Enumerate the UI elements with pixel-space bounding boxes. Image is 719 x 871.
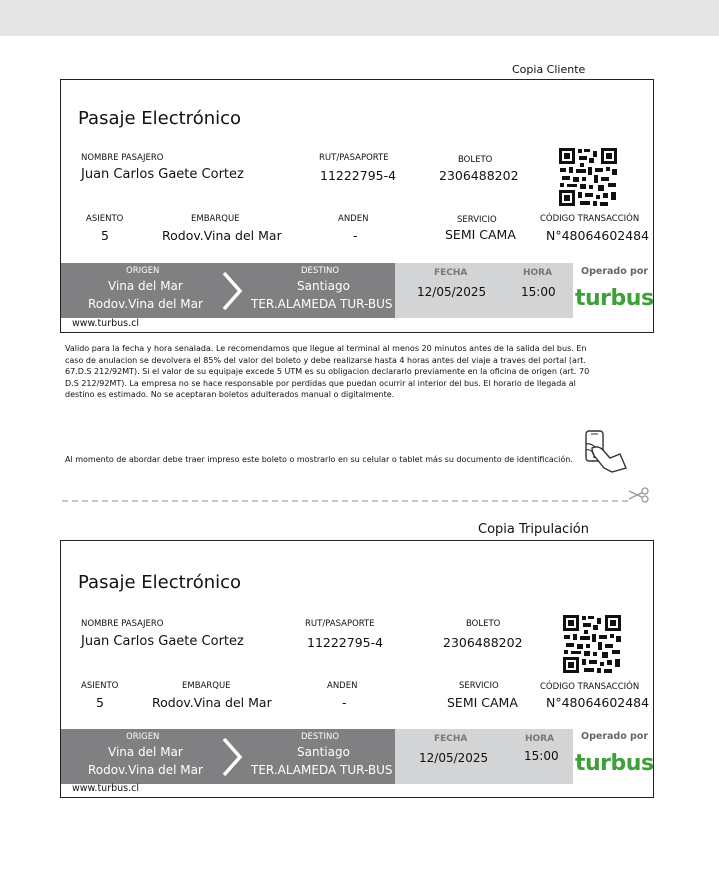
service-label: SERVICIO xyxy=(457,215,497,225)
crew-copy-label: Copia Tripulación xyxy=(478,522,590,537)
time-value: 15:00 xyxy=(521,285,556,299)
operated-by-label: Operado por xyxy=(581,266,649,277)
boarding-label: EMBARQUE xyxy=(182,681,231,691)
turbus-logo: turbus xyxy=(575,286,654,311)
rut-label: RUT/PASAPORTE xyxy=(319,153,389,163)
boarding-notice: Al momento de abordar debe traer impreso este boleto o mostrarlo en su celular o tablet más su documento de identificación. xyxy=(65,455,573,464)
route-band xyxy=(61,263,395,318)
destination-terminal: TER.ALAMEDA TUR-BUS xyxy=(251,297,393,311)
time-label: HORA xyxy=(523,268,553,278)
origin-label: ORIGEN xyxy=(126,266,160,276)
platform-value: - xyxy=(342,695,347,710)
destination-city: Santiago xyxy=(297,745,350,759)
seat-label: ASIENTO xyxy=(81,681,119,691)
passenger-name: Juan Carlos Gaete Cortez xyxy=(81,634,244,649)
boarding-label: EMBARQUE xyxy=(191,214,240,224)
chevron-right-icon xyxy=(221,271,243,311)
origin-label: ORIGEN xyxy=(126,732,160,742)
passenger-name: Juan Carlos Gaete Cortez xyxy=(81,167,244,182)
date-label: FECHA xyxy=(434,734,468,744)
website-link[interactable]: www.turbus.cl xyxy=(72,783,139,794)
destination-label: DESTINO xyxy=(301,266,340,276)
ticket-title: Pasaje Electrónico xyxy=(78,108,242,129)
hand-phone-icon xyxy=(582,428,628,474)
website-link[interactable]: www.turbus.cl xyxy=(72,318,139,329)
service-label: SERVICIO xyxy=(459,681,499,691)
operated-by-label: Operado por xyxy=(581,731,649,742)
transaction-code: N°48064602484 xyxy=(546,695,650,710)
transaction-code: N°48064602484 xyxy=(546,228,650,243)
client-copy-label: Copia Cliente xyxy=(512,63,586,76)
boarding-value: Rodov.Vina del Mar xyxy=(152,695,272,710)
seat-value: 5 xyxy=(101,228,109,243)
time-label: HORA xyxy=(525,734,555,744)
schedule-band xyxy=(395,729,573,784)
seat-value: 5 xyxy=(96,695,104,710)
time-value: 15:00 xyxy=(524,749,559,763)
origin-city: Vina del Mar xyxy=(108,745,183,759)
ticket-number: 2306488202 xyxy=(443,635,523,650)
legal-conditions: Valido para la fecha y hora senalada. Le recomendamos que llegue al terminal al menos 20 minutos antes de la salida del bus. En caso de anulacion se devolvera el 85% del valor del boleto y debe realizarse hasta 4 horas antes del viaje a traves del portal (art. 67.D.S 212/92MT). Si el valor de su equipaje excede 5 UTM es su obligacion declararlo previamente en la oficina de origen (art. 70 D.S 212/92MT). La empresa no se hace responsable por perdidas que puedan ocurrir al interior del bus. El horario de llegada al destino es estimado. No se aceptaran boletos adulterados manual o digitalmente. xyxy=(65,344,590,400)
passenger-label: NOMBRE PASAJERO xyxy=(81,619,164,629)
chevron-right-icon xyxy=(221,737,243,777)
client-ticket xyxy=(60,79,654,333)
platform-label: ANDEN xyxy=(338,214,369,224)
qr-code-icon xyxy=(562,614,622,674)
service-value: SEMI CAMA xyxy=(445,227,516,242)
date-label: FECHA xyxy=(434,268,468,278)
destination-city: Santiago xyxy=(297,279,350,293)
seat-label: ASIENTO xyxy=(86,214,124,224)
cut-line xyxy=(62,500,628,502)
ticket-title: Pasaje Electrónico xyxy=(78,572,242,593)
origin-city: Vina del Mar xyxy=(108,279,183,293)
qr-code-icon xyxy=(558,147,618,207)
scissors-icon xyxy=(627,487,651,503)
route-band xyxy=(61,729,395,784)
ticket-number-label: BOLETO xyxy=(458,155,493,165)
viewer-top-bar xyxy=(0,0,719,36)
service-value: SEMI CAMA xyxy=(447,695,518,710)
ticket-number-label: BOLETO xyxy=(466,619,501,629)
rut-label: RUT/PASAPORTE xyxy=(305,619,375,629)
rut-value: 11222795-4 xyxy=(320,168,397,183)
rut-value: 11222795-4 xyxy=(307,635,384,650)
boarding-value: Rodov.Vina del Mar xyxy=(162,228,282,243)
ticket-number: 2306488202 xyxy=(439,168,519,183)
schedule-band xyxy=(395,263,573,318)
platform-value: - xyxy=(353,228,358,243)
origin-terminal: Rodov.Vina del Mar xyxy=(88,297,203,311)
platform-label: ANDEN xyxy=(327,681,358,691)
passenger-label: NOMBRE PASAJERO xyxy=(81,153,164,163)
turbus-logo: turbus xyxy=(575,751,654,776)
destination-label: DESTINO xyxy=(301,732,340,742)
origin-terminal: Rodov.Vina del Mar xyxy=(88,763,203,777)
date-value: 12/05/2025 xyxy=(419,751,489,765)
transaction-label: CÓDIGO TRANSACCIÓN xyxy=(540,214,640,224)
destination-terminal: TER.ALAMEDA TUR-BUS xyxy=(251,763,393,777)
date-value: 12/05/2025 xyxy=(417,285,487,299)
crew-ticket xyxy=(60,540,654,798)
transaction-label: CÓDIGO TRANSACCIÓN xyxy=(540,682,640,692)
